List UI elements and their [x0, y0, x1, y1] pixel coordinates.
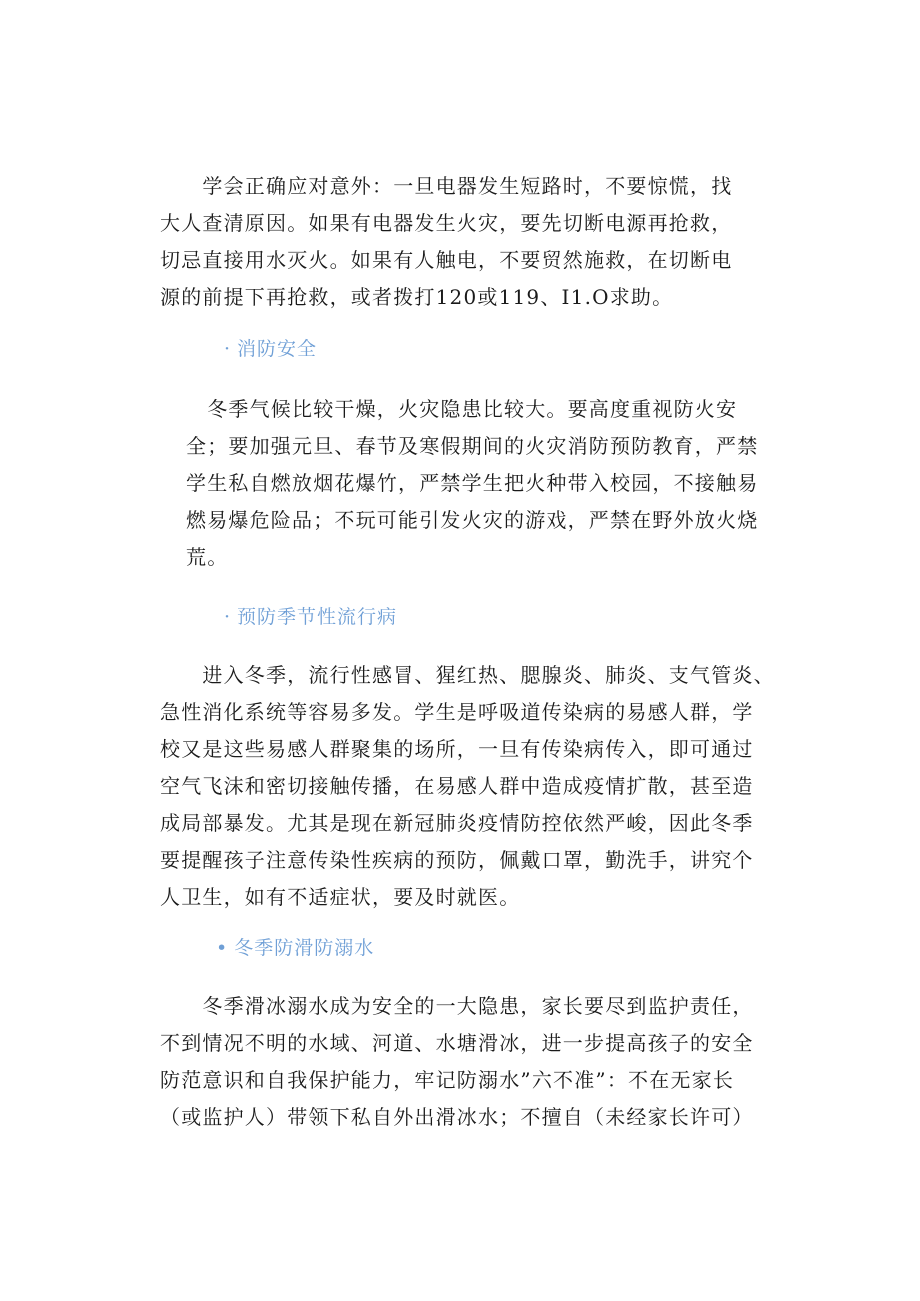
text-line: 空气飞沫和密切接触传播，在易感人群中造成疫情扩散，甚至造 — [160, 774, 754, 798]
heading-ice-drowning — [216, 935, 374, 961]
text-line: 人卫生，如有不适症状，要及时就医。 — [160, 885, 521, 909]
text-line: 源的前提下再抢救，或者拨打120或119、I1.O求助。 — [160, 285, 674, 309]
bullet-icon: · — [224, 606, 232, 628]
text-line: 冬季滑冰溺水成为安全的一大隐患，家长要尽到监护责任， — [160, 994, 754, 1018]
heading-text: 冬季防滑防溺水 — [234, 937, 375, 959]
text-line: 不到情况不明的水域、河道、水塘滑冰，进一步提高孩子的安全 — [160, 1031, 754, 1055]
text-line: 校又是这些易感人群聚集的场所，一旦有传染病传入，即可通过 — [160, 737, 754, 761]
text-line: 防范意识和自我保护能力，牢记防溺水”六不准”：不在无家长 — [160, 1068, 735, 1092]
text-line: 学生私自燃放烟花爆竹，严禁学生把火种带入校园，不接触易 — [186, 471, 759, 495]
text-line: 冬季气候比较干燥，火灾隐患比较大。要高度重视防火安 — [186, 397, 738, 421]
bullet-icon: • — [216, 937, 229, 959]
text-line: 成局部暴发。尤其是现在新冠肺炎疫情防控依然严峻，因此冬季 — [160, 811, 754, 835]
text-line: 全；要加强元旦、春节及寒假期间的火灾消防预防教育，严禁 — [186, 434, 759, 458]
text-line: 荒。 — [186, 545, 229, 569]
heading-fire-safety — [224, 336, 317, 362]
text-line: 进入冬季，流行性感冒、猩红热、腮腺炎、肺炎、支气管炎、 — [160, 663, 775, 687]
bullet-icon: · — [224, 338, 232, 360]
heading-text: 消防安全 — [237, 338, 318, 360]
text-line: 要提醒孩子注意传染性疾病的预防，佩戴口罩，勤洗手，讲究个 — [160, 848, 754, 872]
text-line: 学会正确应对意外：一旦电器发生短路时，不要惊慌，找 — [160, 174, 733, 198]
text-line: 大人查清原因。如果有电器发生火灾，要先切断电源再抢救， — [160, 211, 733, 235]
text-line: 急性消化系统等容易多发。学生是呼吸道传染病的易感人群，学 — [160, 700, 754, 724]
text-line: （或监护人）带领下私自外出滑冰水；不擅自（未经家长许可） — [160, 1105, 754, 1129]
paragraph-ice-drowning — [160, 988, 754, 1136]
paragraph-electric-safety — [160, 168, 732, 316]
heading-seasonal-disease — [224, 604, 397, 630]
heading-text: 预防季节性流行病 — [237, 606, 398, 628]
text-line: 燃易爆危险品；不玩可能引发火灾的游戏，严禁在野外放火烧 — [186, 508, 759, 532]
text-line: 切忌直接用水灭火。如果有人触电，不要贸然施救，在切断电 — [160, 248, 733, 272]
paragraph-fire-safety — [186, 391, 758, 576]
paragraph-seasonal-disease — [160, 657, 775, 916]
